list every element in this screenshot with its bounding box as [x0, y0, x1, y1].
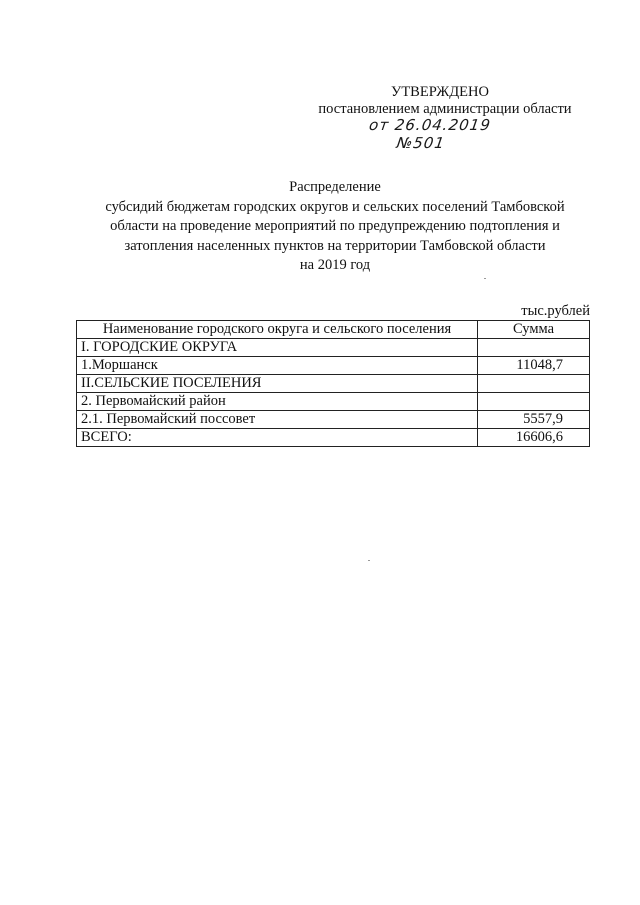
table-row — [77, 375, 590, 393]
row-name: II.СЕЛЬСКИЕ ПОСЕЛЕНИЯ — [77, 375, 478, 393]
table-row — [77, 357, 590, 375]
heading-line-2: субсидий бюджетам городских округов и сельских поселений Тамбовской — [105, 198, 565, 215]
row-sum: 16606,6 — [478, 429, 590, 447]
handwritten-date: от 26.04.2019 — [368, 116, 493, 134]
table-header-row — [77, 321, 590, 339]
subsidy-table — [76, 320, 590, 447]
heading-line-4: затопления населенных пунктов на территории Тамбовской области — [124, 237, 546, 254]
header-sum: Сумма — [478, 321, 590, 339]
heading-line-3: области на проведение мероприятий по предупреждению подтопления и — [110, 218, 560, 234]
heading-line-1: Распределение — [289, 179, 381, 195]
table-row — [77, 411, 590, 429]
row-name: 2.1. Первомайский поссовет — [77, 411, 478, 429]
approval-title: УТВЕРЖДЕНО — [391, 84, 489, 100]
row-sum: 11048,7 — [478, 357, 590, 375]
approval-stamp — [300, 84, 580, 118]
row-name: 2. Первомайский район — [77, 393, 478, 411]
row-sum: 5557,9 — [478, 411, 590, 429]
scan-speck — [484, 278, 486, 279]
document-heading — [80, 178, 590, 276]
handwritten-signature-date — [365, 116, 570, 152]
table-row — [77, 393, 590, 411]
row-name: 1.Моршанск — [77, 357, 478, 375]
approval-subtitle: постановлением администрации области — [318, 101, 572, 117]
row-sum — [478, 393, 590, 411]
header-name: Наименование городского округа и сельского поселения — [77, 321, 478, 339]
scan-speck — [368, 560, 370, 561]
row-name: I. ГОРОДСКИЕ ОКРУГА — [77, 339, 478, 357]
unit-label: тыс.рублей — [521, 303, 590, 319]
row-name: ВСЕГО: — [77, 429, 478, 447]
handwritten-number: №501 — [395, 134, 447, 152]
table-row — [77, 339, 590, 357]
heading-line-5: на 2019 год — [299, 257, 371, 273]
row-sum — [478, 339, 590, 357]
row-sum — [478, 375, 590, 393]
table-row — [77, 429, 590, 447]
